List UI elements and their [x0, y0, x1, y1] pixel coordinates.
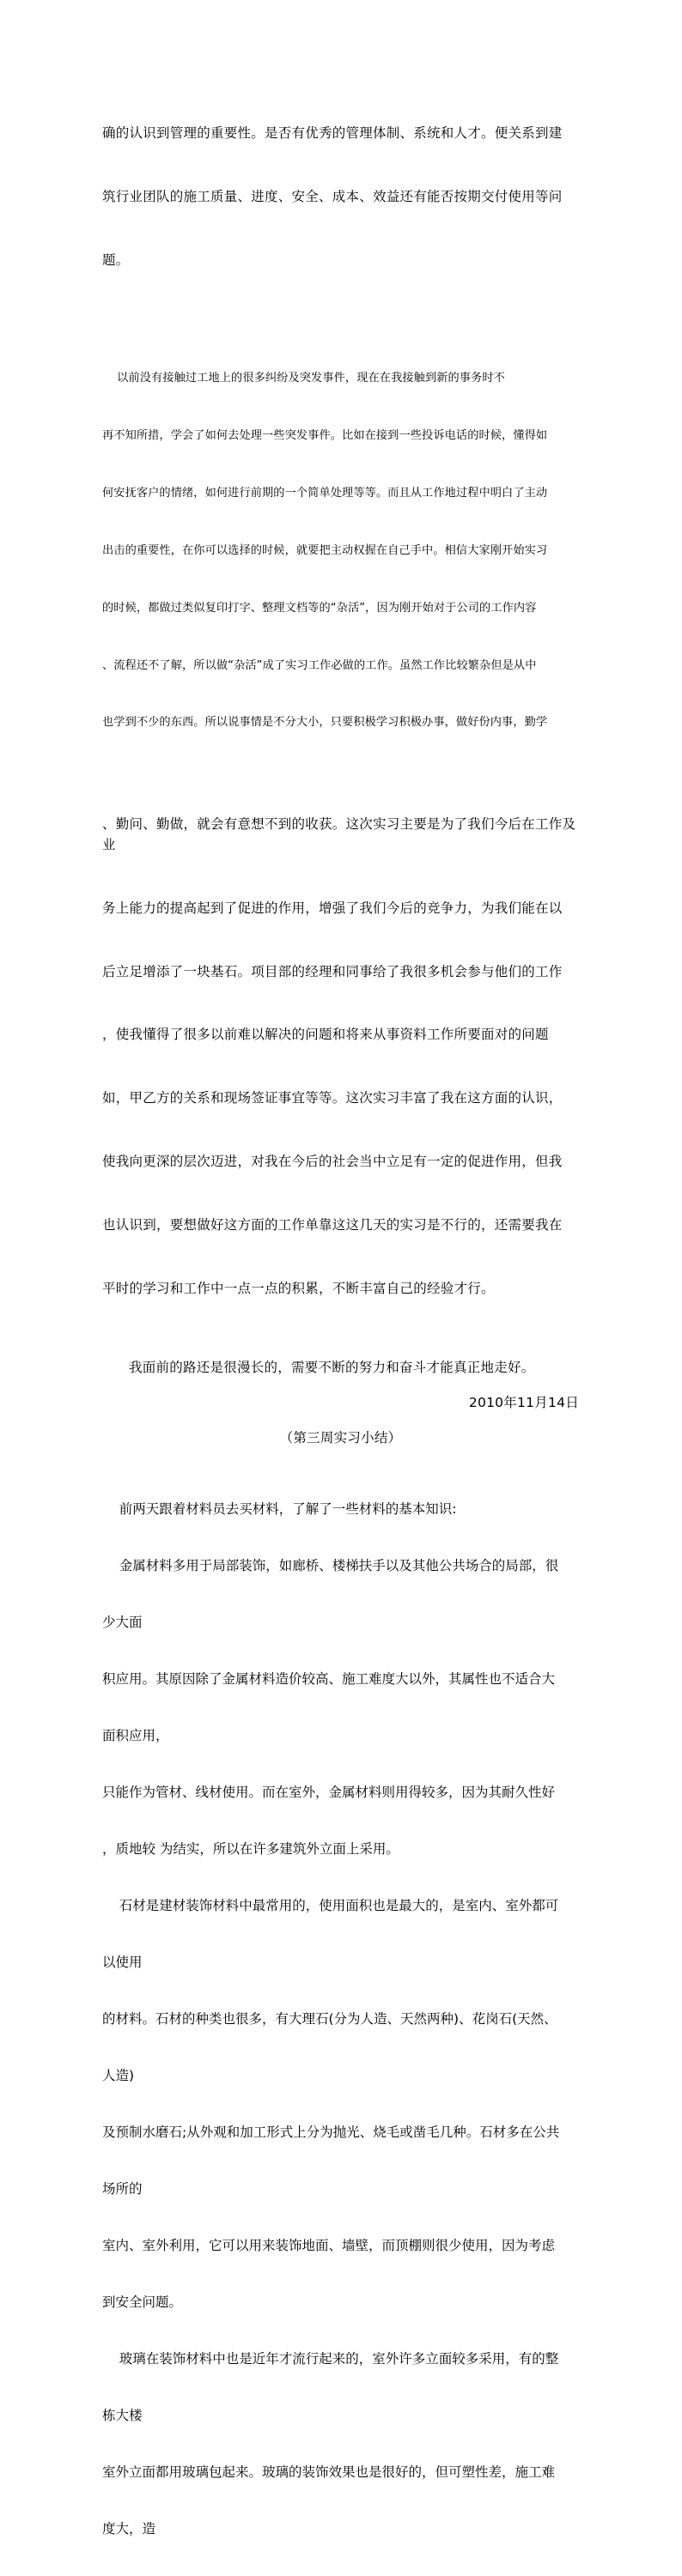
text-line: 前两天跟着材料员去买材料，了解了一些材料的基本知识:: [102, 1501, 457, 1518]
text-line: 及预制水磨石;从外观和加工形式上分为抛光、烧毛或凿毛几种。石材多在公共: [102, 2124, 560, 2141]
text-line: 场所的: [102, 2181, 143, 2197]
text-line: 何安抚客户的情绪，如何进行前期的一个简单处理等等。而且从工作地过程中明白了主动: [102, 486, 548, 500]
text-line: ，质地较 为结实，所以在许多建筑外立面上采用。: [102, 1841, 399, 1858]
closing-paragraph: 我面前的路还是很漫长的，需要不断的努力和奋斗才能真正地走好。: [129, 1360, 535, 1376]
text-line: 以使用: [102, 1955, 143, 1971]
text-line: 人造): [102, 2068, 135, 2084]
text-line: 、流程还不了解，所以做“杂活”成了实习工作必做的工作。虽然工作比较繁杂但是从中: [102, 658, 537, 672]
text-line: 少大面: [102, 1615, 143, 1631]
experience-paragraph-continued: [102, 771, 579, 1341]
section-title: （第三周实习小结）: [279, 1429, 402, 1446]
text-line: 玻璃在装饰材料中也是近年才流行起来的，室外许多立面较多采用，有的整: [102, 2351, 559, 2367]
text-line: 到安全问题。: [102, 2294, 183, 2311]
text-line: 面积应用，: [102, 1728, 169, 1744]
materials-section: [102, 1462, 579, 2576]
text-line: 再不知所措，学会了如何去处理一些突发事件。比如在接到一些投诉电话的时候，懂得如: [102, 429, 548, 443]
text-line: 栋大楼: [102, 2408, 143, 2424]
text-line: ，使我懂得了很多以前难以解决的问题和将来从事资料工作所要面对的问题: [102, 1027, 549, 1043]
text-line: 务上能力的提高起到了促进的作用，增强了我们今后的竞争力，为我们能在以: [102, 900, 563, 916]
intro-paragraph: [102, 81, 579, 313]
text-line: 确的认识到管理的重要性。是否有优秀的管理体制、系统和人才。便关系到建: [102, 125, 563, 142]
text-line: 、勤问、勤做，就会有意想不到的收获。这次实习主要是为了我们今后在工作及业: [102, 815, 576, 853]
text-line: 也认识到，要想做好这方面的工作单靠这这几天的实习是不行的，还需要我在: [102, 1216, 563, 1233]
document-page: [102, 81, 579, 2576]
text-line: 题。: [102, 252, 130, 268]
text-line: 后立足增添了一块基石。项目部的经理和同事给了我很多机会参与他们的工作: [102, 963, 563, 979]
text-line: 出击的重要性，在你可以选择的时候，就要把主动权握在自己手中。相信大家刚开始实习: [102, 543, 548, 557]
text-line: 以前没有接触过工地上的很多纠纷及突发事件，现在在我接触到新的事务时不: [102, 372, 505, 385]
text-line: 使我向更深的层次迈进，对我在今后的社会当中立足有一定的促进作用，但我: [102, 1154, 563, 1170]
text-line: 室外立面都用玻璃包起来。玻璃的装饰效果也是很好的，但可塑性差，施工难: [102, 2464, 556, 2481]
text-line: 金属材料多用于局部装饰，如廊桥、楼梯扶手以及其他公共场合的局部，很: [102, 1558, 559, 1574]
text-line: 的时候，都做过类似复印打字、整理文档等的“杂活”，因为刚开始对于公司的工作内容: [102, 601, 537, 615]
text-line: 的材料。石材的种类也很多，有大理石(分为人造、天然两种)、花岗石(天然、: [102, 2011, 557, 2027]
text-line: 如，甲乙方的关系和现场签证事宜等等。这次实习丰富了我在这方面的认识，: [102, 1090, 563, 1106]
text-line: 积应用。其原因除了金属材料造价较高、施工难度大以外，其属性也不适合大: [102, 1671, 556, 1688]
text-line: 石材是建材装饰材料中最常用的，使用面积也是最大的，是室内、室外都可: [102, 1898, 559, 1914]
text-line: 只能作为管材、线材使用。而在室外，金属材料则用得较多，因为其耐久性好: [102, 1785, 556, 1801]
text-line: 平时的学习和工作中一点一点的积累，不断丰富自己的经验才行。: [102, 1280, 495, 1296]
experience-paragraph: [102, 331, 579, 772]
date-line: 2010年11月14日: [468, 1394, 579, 1410]
text-line: 也学到不少的东西。所以说事情是不分大小，只要积极学习积极办事，做好份内事，勤学: [102, 716, 548, 730]
text-line: 度大，造: [102, 2521, 156, 2537]
text-line: 筑行业团队的施工质量、进度、安全、成本、效益还有能否按期交付使用等问: [102, 188, 563, 204]
text-line: 室内、室外利用，它可以用来装饰地面、墙壁，而顶棚则很少使用，因为考虑: [102, 2238, 556, 2254]
